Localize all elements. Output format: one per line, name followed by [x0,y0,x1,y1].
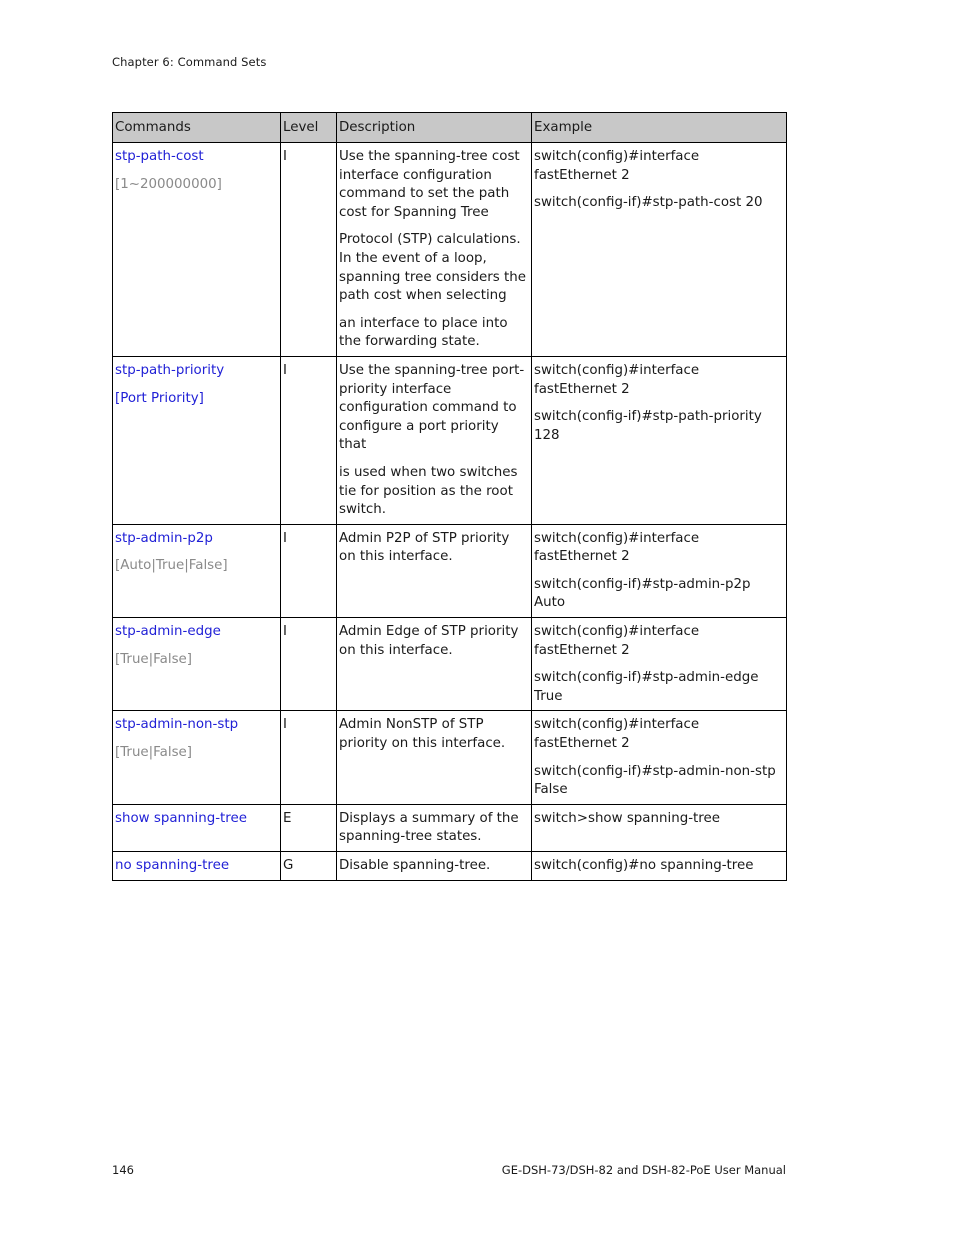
column-header-description: Description [337,113,532,143]
level-cell: I [281,143,337,357]
example-line: switch>show spanning-tree [534,810,720,826]
level-cell: G [281,852,337,881]
example-cell [532,804,787,851]
example-cell [532,618,787,711]
description-paragraph: Displays a summary of the spanning-tree states. [339,810,519,845]
example-line: switch(config-if)#stp-path-priority 128 [534,409,762,443]
command-name: show spanning-tree [115,810,247,826]
command-name: stp-path-priority [115,362,225,378]
example-line: switch(config)#interface fastEthernet 2 [534,530,700,565]
command-name: no spanning-tree [115,858,230,873]
column-header-example: Example [532,113,787,143]
description-cell [337,356,532,524]
table-row [113,852,787,881]
table-header-row [113,113,787,143]
description-paragraph: Admin Edge of STP priority on this interface. [339,624,519,658]
description-paragraph: Protocol (STP) calculations. In the event of a loop, spanning tree considers the path cost when selecting [339,232,527,304]
level-cell: I [281,356,337,524]
level-cell: I [281,524,337,617]
command-parameter: [Auto|True|False] [115,558,228,574]
description-cell [337,804,532,851]
command-cell [113,852,281,881]
example-cell [532,852,787,881]
command-cell [113,804,281,851]
example-cell [532,356,787,524]
command-cell [113,143,281,357]
command-parameter: [1~200000000] [115,176,222,192]
command-cell [113,618,281,711]
example-line: switch(config)#no spanning-tree [534,858,754,873]
level-cell: I [281,618,337,711]
column-header-level: Level [281,113,337,143]
command-parameter: [True|False] [115,651,193,667]
description-paragraph: an interface to place into the forwarding state. [339,315,508,350]
column-header-commands: Commands [113,113,281,143]
table-row [113,524,787,617]
example-line: switch(config-if)#stp-admin-non-stp False [534,763,776,798]
description-paragraph: Admin P2P of STP priority on this interface. [339,530,510,565]
example-cell [532,711,787,804]
command-name: stp-admin-p2p [115,530,213,546]
command-name: stp-admin-non-stp [115,717,239,733]
command-parameter: [Port Priority] [115,390,204,406]
example-line: switch(config-if)#stp-path-cost 20 [534,195,763,211]
level-cell: I [281,711,337,804]
command-cell [113,711,281,804]
example-cell [532,143,787,357]
manual-title: GE-DSH-73/DSH-82 and DSH-82-PoE User Manual [501,1163,786,1177]
description-cell [337,618,532,711]
description-cell [337,524,532,617]
example-line: switch(config)#interface fastEthernet 2 [534,717,700,752]
table-row [113,143,787,357]
description-cell [337,711,532,804]
page-number: 146 [112,1163,134,1177]
example-line: switch(config)#interface fastEthernet 2 [534,362,700,397]
description-paragraph: Disable spanning-tree. [339,858,491,873]
description-cell [337,852,532,881]
description-paragraph: is used when two switches tie for position as the root switch. [339,464,518,518]
description-paragraph: Admin NonSTP of STP priority on this interface. [339,717,506,752]
description-paragraph: Use the spanning-tree port-priority interface configuration command to configure a port priority that [339,362,525,453]
command-parameter: [True|False] [115,745,193,761]
example-line: switch(config-if)#stp-admin-edge True [534,670,759,704]
table-row [113,804,787,851]
table-row [113,711,787,804]
command-cell [113,356,281,524]
level-cell: E [281,804,337,851]
example-line: switch(config)#interface fastEthernet 2 [534,624,700,658]
running-header: Chapter 6: Command Sets [112,55,267,69]
command-cell [113,524,281,617]
example-line: switch(config-if)#stp-admin-p2p Auto [534,576,751,611]
table-body [113,143,787,881]
command-table [112,112,787,881]
example-line: switch(config)#interface fastEthernet 2 [534,149,700,183]
command-name: stp-admin-edge [115,624,221,640]
table-row [113,618,787,711]
table-row [113,356,787,524]
example-cell [532,524,787,617]
description-cell [337,143,532,357]
description-paragraph: Use the spanning-tree cost interface configuration command to set the path cost for Spanning Tree [339,149,520,220]
command-name: stp-path-cost [115,149,204,164]
